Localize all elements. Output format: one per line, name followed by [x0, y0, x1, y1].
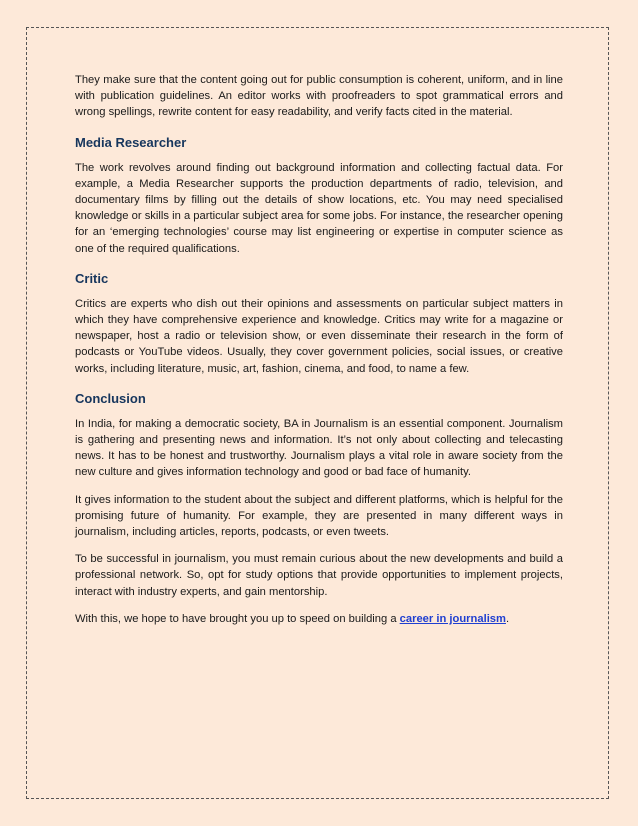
document-body: [75, 72, 563, 638]
closing-text: With this, we hope to have brought you up to speed on building a: [75, 612, 400, 625]
career-in-journalism-link[interactable]: career in journalism: [399, 612, 506, 625]
heading-conclusion: Conclusion: [75, 390, 146, 406]
closing-paragraph: [75, 611, 563, 627]
closing-period: .: [505, 612, 510, 625]
heading-media-researcher: Media Researcher: [75, 134, 187, 150]
media-researcher-paragraph: The work revolves around finding out background information and collecting factual data. For example, a Media Researcher supports the production departments of radio, television, and documentary films by filling out the details of show locations, etc. You may need specialised knowledge or skills in a particular subject area for some jobs. For instance, the researcher opening for an ‘emerging technologies’ course may list engineering or expertise in computer science as one of the required qualifications.: [75, 161, 563, 255]
conclusion-paragraph-2: It gives information to the student about the subject and different platforms, which is helpful for the promising future of humanity. For example, they are presented in many different ways in journalism, including articles, reports, podcasts, or even tweets.: [75, 493, 563, 539]
intro-paragraph: They make sure that the content going out for public consumption is coherent, uniform, and in line with publication guidelines. An editor works with proofreaders to spot grammatical errors and wrong spellings, rewrite content for easy readability, and verify facts cited in the material.: [75, 74, 563, 119]
heading-critic: Critic: [75, 270, 109, 286]
conclusion-paragraph-3: To be successful in journalism, you must remain curious about the new developments and build a professional network. So, opt for study options that provide opportunities to implement projects, interact with industry experts, and gain mentorship.: [75, 553, 563, 598]
critic-paragraph: Critics are experts who dish out their opinions and assessments on particular subject matters in which they have comprehensive experience and knowledge. Critics may write for a magazine or newspaper, host a radio or television show, or even disseminate their research in the form of podcasts or YouTube videos. Usually, they cover government policies, social issues, or creative works, including literature, music, art, fashion, cinema, and food, to name a few.: [75, 297, 563, 375]
conclusion-paragraph-1: In India, for making a democratic society, BA in Journalism is an essential component. Journalism is gathering and presenting news and information. It’s not only about collecting and telecasting news. It has to be honest and trustworthy. Journalism plays a vital role in aware society from the new culture and gives information technology and good or bad face of humanity.: [75, 417, 563, 479]
